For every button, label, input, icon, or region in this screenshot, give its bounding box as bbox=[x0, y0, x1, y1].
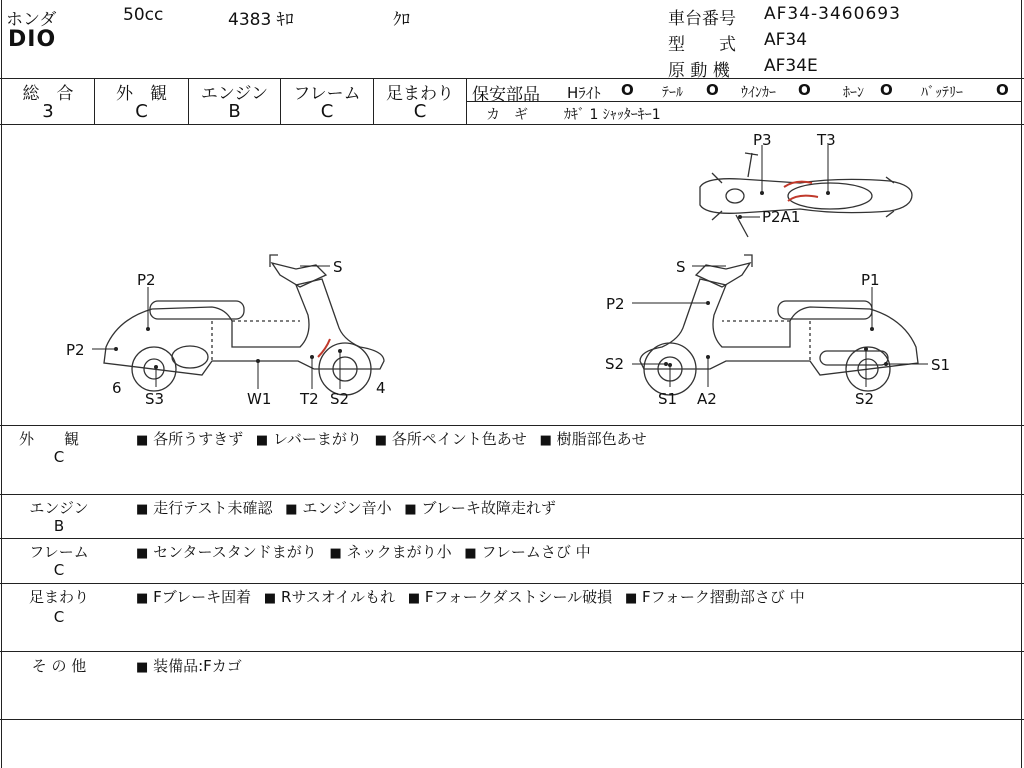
label-left-w1: W1 bbox=[247, 390, 272, 408]
label-right-p2: P2 bbox=[606, 295, 625, 313]
label-right-s1-rear: S1 bbox=[931, 356, 951, 374]
note-suspension-label: 足まわり bbox=[28, 588, 89, 606]
displacement: 50cc bbox=[123, 5, 164, 25]
note-item: Fフォークダストシール破損 bbox=[424, 588, 613, 606]
frame-no: AF34-3460693 bbox=[764, 4, 901, 24]
note-suspension-grade: C bbox=[53, 608, 65, 626]
bullet: ■ bbox=[285, 502, 298, 517]
label-left-s3: S3 bbox=[145, 390, 165, 408]
note-item: Fフォーク摺動部さび 中 bbox=[642, 588, 805, 606]
label-p2a1: P2A1 bbox=[762, 208, 801, 226]
label-left-6: 6 bbox=[112, 379, 122, 397]
note-frame-label: フレーム bbox=[29, 543, 89, 561]
type-value: AF34 bbox=[764, 30, 808, 50]
scooter-top-view bbox=[700, 153, 912, 237]
label-t3: T3 bbox=[817, 131, 836, 149]
frame-no-label: 車台番号 bbox=[668, 9, 736, 29]
engine-grade-label: エンジン bbox=[200, 84, 269, 104]
safety-item-horn: ﾎｰﾝ bbox=[843, 85, 864, 101]
note-item: フレームさび 中 bbox=[481, 543, 591, 561]
safety-item-tail: ﾃｰﾙ bbox=[662, 85, 683, 101]
overall-label: 総 合 bbox=[22, 84, 74, 104]
bullet: ■ bbox=[263, 591, 277, 606]
label-right-s: S bbox=[676, 258, 686, 276]
suspension-label: 足まわり bbox=[386, 84, 454, 104]
bullet: ■ bbox=[464, 546, 477, 561]
label-left-s2: S2 bbox=[330, 390, 350, 408]
safety-item-winker: ｳｲﾝｶｰ bbox=[741, 85, 776, 101]
label-left-p2-front: P2 bbox=[66, 341, 85, 359]
divider-note-1 bbox=[0, 494, 1024, 495]
divider-note-3 bbox=[0, 583, 1024, 584]
bullet: ■ bbox=[136, 546, 149, 561]
label-right-a2: A2 bbox=[697, 390, 717, 408]
color: ｸﾛ bbox=[393, 10, 410, 30]
grade-col-div-5 bbox=[466, 78, 467, 124]
note-item: ブレーキ故障走れず bbox=[421, 499, 556, 517]
note-item: 各所うすきず bbox=[153, 430, 244, 448]
safety-mark-horn: O bbox=[880, 81, 893, 99]
note-engine-grade: B bbox=[53, 517, 65, 535]
note-exterior-items bbox=[136, 428, 647, 449]
suspension-grade: C bbox=[413, 101, 427, 122]
frame-grade: C bbox=[320, 101, 334, 122]
key-value: ｶｷﾞ 1 ｼｬｯﾀｰｷｰ1 bbox=[564, 107, 661, 123]
maker: ホンダ bbox=[6, 10, 57, 30]
note-item: Rサスオイルもれ bbox=[280, 588, 396, 606]
note-frame-grade: C bbox=[53, 561, 65, 579]
bullet: ■ bbox=[255, 433, 269, 448]
label-left-s: S bbox=[333, 258, 343, 276]
note-exterior-label: 外 観 bbox=[18, 430, 79, 448]
safety-mark-tail: O bbox=[706, 81, 719, 99]
engine-label: 原 動 機 bbox=[668, 61, 730, 81]
safety-item-battery: ﾊﾞｯﾃﾘｰ bbox=[921, 85, 963, 101]
label-p3: P3 bbox=[753, 131, 772, 149]
note-item: 各所ペイント色あせ bbox=[391, 430, 527, 448]
note-engine-items bbox=[136, 497, 556, 518]
label-left-4: 4 bbox=[376, 379, 386, 397]
note-item: レバーまがり bbox=[272, 430, 362, 448]
note-other-items bbox=[136, 655, 242, 676]
exterior-grade: C bbox=[135, 101, 148, 122]
divider-diagram bbox=[0, 425, 1024, 426]
safety-mark-battery: O bbox=[996, 81, 1009, 99]
bullet: ■ bbox=[329, 546, 342, 561]
label-left-t2: T2 bbox=[300, 390, 319, 408]
note-exterior-grade: C bbox=[53, 448, 65, 466]
bullet: ■ bbox=[407, 591, 421, 606]
note-item: Fブレーキ固着 bbox=[153, 588, 252, 606]
bullet: ■ bbox=[539, 433, 552, 448]
mileage: 4383 ｷﾛ bbox=[228, 10, 294, 30]
note-item: センタースタンドまがり bbox=[153, 543, 317, 561]
note-frame-items bbox=[136, 541, 591, 562]
safety-mark-headlight: O bbox=[621, 81, 634, 99]
safety-item-headlight: Hﾗｲﾄ bbox=[567, 84, 601, 102]
bullet: ■ bbox=[374, 433, 387, 448]
label-right-p1: P1 bbox=[861, 271, 880, 289]
note-item: 装備品:Fカゴ bbox=[153, 657, 242, 675]
label-right-s1-front: S1 bbox=[658, 390, 678, 408]
overall-grade: 3 bbox=[42, 101, 54, 122]
bullet: ■ bbox=[624, 591, 638, 606]
label-right-s2-front: S2 bbox=[605, 355, 625, 373]
bullet: ■ bbox=[136, 433, 149, 448]
engine-value: AF34E bbox=[764, 56, 818, 76]
note-item: 走行テスト未確認 bbox=[153, 499, 273, 517]
note-item: エンジン音小 bbox=[302, 499, 392, 517]
bullet: ■ bbox=[136, 591, 149, 606]
safety-mark-winker: O bbox=[798, 81, 811, 99]
bullet: ■ bbox=[136, 660, 149, 675]
divider-note-2 bbox=[0, 538, 1024, 539]
exterior-label: 外 観 bbox=[116, 84, 167, 104]
bullet: ■ bbox=[404, 502, 417, 517]
safety-label: 保安部品 bbox=[472, 85, 540, 105]
engine-grade: B bbox=[228, 101, 241, 122]
divider-note-4 bbox=[0, 651, 1024, 652]
type-label: 型 式 bbox=[668, 35, 736, 55]
frame-grade-label: フレーム bbox=[293, 84, 361, 104]
label-left-p2-top: P2 bbox=[137, 271, 156, 289]
note-item: 樹脂部色あせ bbox=[556, 430, 647, 448]
note-item: ネックまがり小 bbox=[346, 543, 452, 561]
model-name: DIO bbox=[8, 27, 57, 52]
note-engine-label: エンジン bbox=[29, 499, 89, 517]
key-label: カ ギ bbox=[486, 107, 528, 123]
bullet: ■ bbox=[136, 502, 149, 517]
note-other-label: そ の 他 bbox=[31, 657, 87, 675]
note-suspension-items bbox=[136, 586, 805, 607]
label-right-s2-rear: S2 bbox=[855, 390, 875, 408]
divider-note-5 bbox=[0, 719, 1024, 720]
